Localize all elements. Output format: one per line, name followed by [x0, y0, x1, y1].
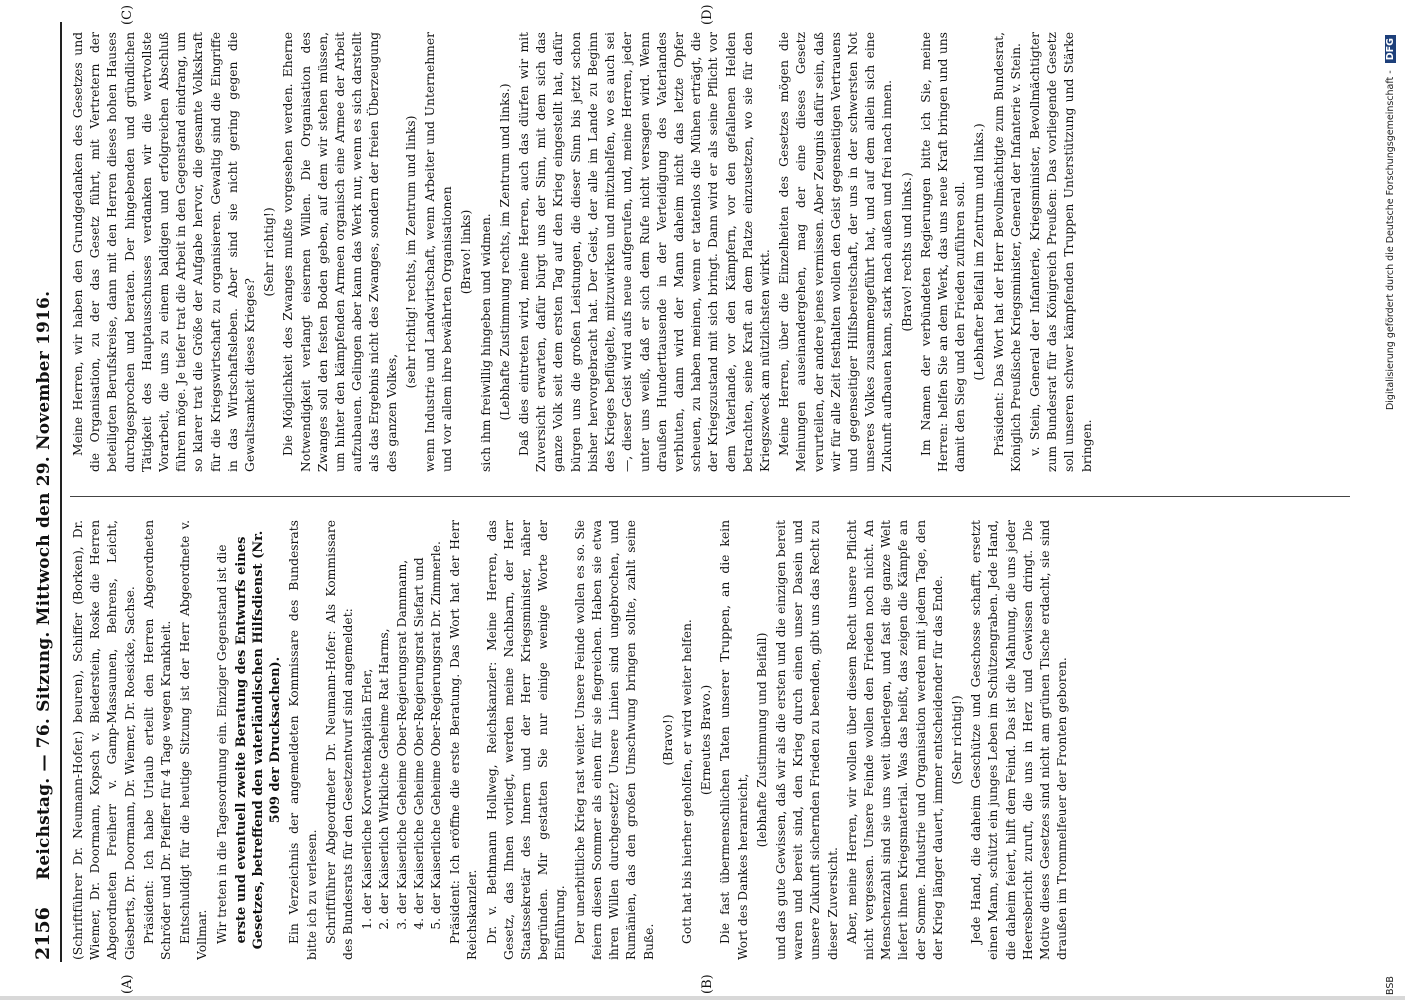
paragraph: Präsident: Ich eröffne die erste Beratung. Das Wort hat der Herr Reichskanzler. — [448, 520, 480, 960]
list-item: 3. der Kaiserliche Geheime Ober-Regierungsrat Dammann, — [394, 520, 411, 914]
paragraph: wenn Industrie und Landwirtschaft, wenn Arbeiter und Unternehmer und vor allem ihre bewährten Organisationen — [423, 32, 455, 472]
paragraph: Entschuldigt für die heutige Sitzung ist der Herr Abgeordnete v. Vollmar. — [178, 520, 210, 960]
interjection: (Bravo! links) — [459, 209, 474, 295]
interjection: (Sehr richtig!) — [949, 695, 964, 785]
paragraph: Aber, meine Herren, wir wollen über diesem Recht unsere Pflicht nicht vergessen. Unsere Feinde wollen den Frieden noch nicht. An Menschenzahl sind sie uns weit überlegen, und fast die ganze Welt liefert ihnen Kriegsmaterial. Was das heißt, das zeigen die Kämpfe an der Somme. Industrie und Organisation werden mit jedem Tage, den der Krieg länger dauert, immer entscheidender für das Ende. — [844, 520, 945, 960]
page-header — [28, 25, 58, 960]
paragraph: v. Stein, General der Infanterie, Kriegsminister, Bevollmächtigter zum Bundesrat für das Königreich Preußen: Das vorliegende Gesetz soll unseren schwer kämpfenden Truppen Unterstützung und Stärke bringen. — [1027, 32, 1094, 472]
dfg-logo: DFG — [1385, 35, 1396, 63]
interjection: (Bravo! rechts und links.) — [899, 172, 914, 332]
paragraph: Schriftführer Abgeordneter Dr. Neumann-Hofer: Als Kommissare des Bundesrats für den Gesetzentwurf sind angemeldet: — [323, 520, 356, 960]
list-item: 1. der Kaiserliche Korvettenkapitän Erler, — [359, 520, 376, 914]
interjection: (Bravo!) — [660, 714, 675, 766]
right-column — [70, 32, 1355, 472]
interjection: (lebhafte Zustimmung und Beifall) — [754, 632, 769, 848]
paragraph: Im Namen der verbündeten Regierungen bitte ich Sie, meine Herren: helfen Sie an dem Werk, das uns neue Kraft bringen und uns damit den Sieg und den Frieden zuführen soll. — [918, 32, 968, 472]
paragraph: Präsident: Ich habe Urlaub erteilt den Herren Abgeordneten Schröder und Dr. Pfeiffer für 4 Tage wegen Krankheit. — [141, 520, 174, 960]
paragraph: Präsident: Das Wort hat der Herr Bevollmächtigte zum Bundesrat, Königlich Preußische Kriegsminister, General der Infanterie v. Stein. — [991, 32, 1023, 472]
header-rule — [60, 22, 62, 962]
paragraph: Meine Herren, über die Einzelheiten des Gesetzes mögen die Meinungen auseinandergehen, mag der eine dieses Gesetz verurteilen, der andere jenes vermissen. Aber Zeugnis dafür sein, daß wir für alle Zeit festhalten wollen den Geist gegenseitigen Vertrauens und gegenseitiger Hilfsbereitschaft, der uns in der schwersten Not unseres Volkes zusammengeführt hat, und auf dem allein sich eine Zukunft aufbauen kann, stark nach außen und frei nach innen. — [777, 32, 895, 472]
paragraph: Jede Hand, die daheim Geschütze und Geschosse schafft, ersetzt einen Mann, schützt ein junges Leben im Schützengraben. Jede Hand, die daheim feiert, hilft dem Feind. Das ist die Mahnung, die uns jeder Heeresbericht zuruft, die uns in Herz und Gewissen dringt. Die Motive dieses Gesetzes sind nicht am grünen Tische erdacht, sie sind draußen im Trommelfeuer der Fronten geboren. — [969, 520, 1070, 960]
margin-marker-d: (D) — [700, 4, 715, 25]
paragraph: Die fast übermenschlichen Taten unserer Truppen, an die kein Wort des Dankes heranreicht, — [718, 520, 750, 960]
library-stamp: BSB — [1385, 976, 1396, 995]
paragraph: und das gute Gewissen, daß wir als die ersten und die einzigen bereit waren und bereit sind, den Krieg durch einen unser Dasein und unsere Zukunft sichernden Frieden zu beenden, gibt uns das Recht zu dieser Zuversicht. — [773, 520, 840, 960]
list-item: 2. der Kaiserlich Wirkliche Geheime Rat Harms, — [376, 520, 393, 914]
interjection: (Sehr richtig!) — [262, 207, 277, 297]
digitization-note — [1385, 5, 1396, 995]
running-title: Reichstag. — 76. Sitzung. Mittwoch den 29. November 1916. — [34, 290, 54, 880]
paragraph: Daß dies eintreten wird, meine Herren, auch das dürfen wir mit Zuversicht erwarten, dafür bürgt uns der Sinn, mit dem sich das ganze Volk seit dem ersten Tag auf den Krieg eingestellt hat, dafür bürgen uns die großen Leistungen, die dieser Sinn bis jetzt schon bisher hervorgebracht hat. Der Geist, der alle im Lande zu Beginn des Krieges beflügelte, mitzuwirken und mitzuhelfen, wo es auch sei —, dieser Geist wird aufs neue aufgerufen, und, meine Herren, jeder unter uns weiß, daß er sich dem Rufe nicht versagen wird. Wenn draußen Hunderttausende in der Verteidigung des Vaterlandes verbluten, dann wird der Mann daheim nicht das letzte Opfer scheuen, zu haben meinen, wenn er tatenlos die Mühen erträgt, die der Kriegszustand mit sich bringt. Dann wird er als seine Pflicht vor dem Vaterlande, vor den Kämpfern, vor den gefallenen Helden betrachten, seine Kraft an dem Platze einzusetzen, wo sie für den Kriegszweck am nützlichsten wirkt. — [517, 32, 772, 472]
commissioner-list — [359, 520, 445, 960]
scan-edge — [0, 996, 1405, 1000]
paragraph: Ein Verzeichnis der angemeldeten Kommissare des Bundesrats bitte ich zu verlesen. — [287, 520, 319, 960]
paragraph: Gott hat bis hierher geholfen, er wird weiter helfen. — [679, 619, 694, 944]
paragraph: Dr. v. Bethmann Hollweg, Reichskanzler: Meine Herren, das Gesetz, das Ihnen vorliegt, werden meine Nachbarn, der Herr Staatssekretär des Innern und der Herr Kriegsminister, näher begründen. Mir gestatten Sie nur einige wenige Worte der Einführung. — [484, 520, 568, 960]
paragraph: Der unerbittliche Krieg rast weiter. Unsere Feinde wollen es so. Sie feiern diesen Sommer als einen für sie fiegreichen. Haben sie etwa ihren Willen durchgesetzt? Unsere Linien sind ungebrochen, und Rumänien, das den großen Umschwung bringen sollte, zahlt seine Buße. — [572, 520, 656, 960]
interjection: (Erneutes Bravo.) — [699, 684, 714, 796]
list-item: 5. der Kaiserliche Geheime Ober-Regierungsrat Dr. Zimmerle. — [428, 520, 445, 914]
paragraph: Meine Herren, wir haben den Grundgedanken des Gesetzes und die Organisation, zu der das Gesetz führt, mit Vertretern der beteiligten Berufskreise, dann mit den Herren dieses hohen Hauses durchgesprochen und beraten. Der hingebenden und gründlichen Tätigkeit des Hauptausschusses verdanken wir die wertvollste Vorarbeit, die uns zu einem baldigen und erfolgreichen Abschluß führen möge. Je tiefer trat die Arbeit in den Gegenstand eindrang, um so klarer trat die Größe der Aufgabe hervor, die gesamte Volkskraft für die Kriegswirtschaft zu organisieren. Gewaltig sind die Eingriffe in das Wirtschaftsleben. Aber sind sie nicht gering gegen die Gewaltsamkeit dieses Krieges? — [71, 32, 258, 472]
funding-note: Digitalisierung gefördert durch die Deutsche Forschungsgemeinschaft - — [1385, 70, 1396, 411]
paragraph: (Schriftführer Dr. Neumann-Hofer.) beuren), Schiffer (Borken), Dr. Wiemer, Dr. Doormann, Kopsch v. Biederstein, Roske die Herren Abgeordneten Freiherr v. Gamp-Massaunen, Behrens, Leicht, Giesberts, Dr. Doormann, Dr. Wiemer, Dr. Roesicke, Sachse. — [71, 520, 137, 960]
paragraph: Die Möglichkeit des Zwanges mußte vorgesehen werden. Eherne Notwendigkeit verlangt eisernen Willen. Die Organisation des Zwanges soll den festen Boden geben, auf dem wir stehen müssen, um hinter den kämpfenden Armeen organisch eine Armee der Arbeit aufzubauen. Gelingen aber kann das Werk nur, wenn es sich darstellt als das Ergebnis nicht des Zwanges, sondern der freien Überzeugung des ganzen Volkes, — [281, 32, 399, 472]
agenda-heading: erste und eventuell zweite Beratung des Entwurfs eines Gesetzes, betreffend den vaterländischen Hilfsdienst (Nr. 509 der Drucksachen). — [233, 530, 284, 950]
column-divider — [70, 496, 1350, 497]
margin-marker-b: (B) — [700, 974, 715, 994]
margin-marker-a: (A) — [120, 974, 135, 994]
interjection: (Lebhafte Zustimmung rechts, im Zentrum und links.) — [497, 83, 512, 421]
interjection: (sehr richtig! rechts, im Zentrum und links) — [403, 115, 418, 389]
margin-marker-c: (C) — [120, 4, 135, 25]
interjection: (Lebhafter Beifall im Zentrum und links.) — [972, 123, 987, 381]
paragraph: sich ihm freiwillig hingeben und widmen. — [478, 213, 493, 472]
left-column — [70, 520, 1355, 960]
paragraph: Wir treten in die Tagesordnung ein. Einziger Gegenstand ist die — [214, 544, 229, 944]
list-item: 4. der Kaiserliche Geheime Ober-Regierungsrat Siefart und — [411, 520, 428, 914]
page-number: 2156 — [32, 907, 54, 960]
